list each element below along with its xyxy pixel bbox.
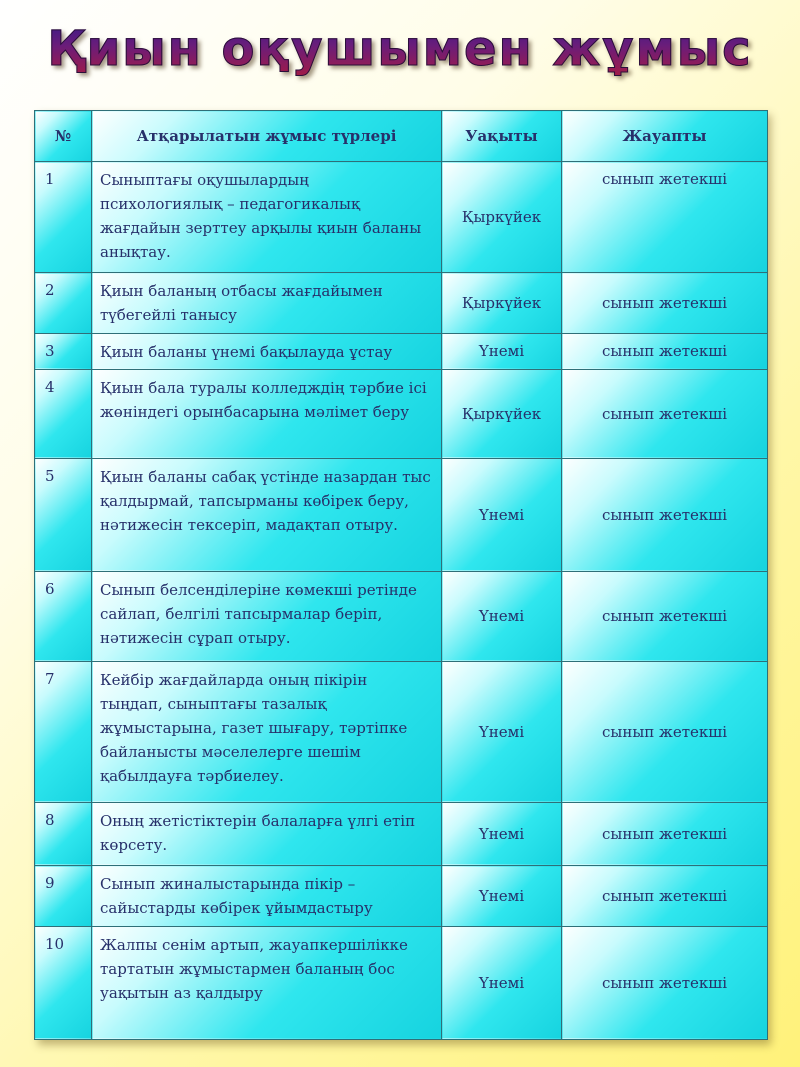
table-row [35, 273, 768, 334]
row-time: Қыркүйек [442, 369, 562, 458]
row-time: Қыркүйек [442, 273, 562, 334]
row-work: Сынып жиналыстарында пікір – сайыстарды көбірек ұйымдастыру [92, 866, 442, 927]
row-work: Сынып белсенділеріне көмекші ретінде сайлап, белгілі тапсырмалар беріп, нәтижесін сұрап отыру. [92, 571, 442, 661]
row-number: 8 [35, 802, 92, 866]
row-time: Үнемі [442, 458, 562, 571]
work-plan-table [34, 110, 768, 1040]
row-responsible: сынып жетекші [562, 802, 768, 866]
table-row [35, 162, 768, 273]
work-plan-table-container [34, 110, 767, 1040]
row-responsible: сынып жетекші [562, 333, 768, 369]
row-work: Оның жетістіктерін балаларға үлгі етіп көрсету. [92, 802, 442, 866]
row-responsible: сынып жетекші [562, 162, 768, 273]
row-time: Үнемі [442, 926, 562, 1039]
header-work-types: Атқарылатын жұмыс түрлері [92, 111, 442, 162]
table-row [35, 571, 768, 661]
row-work: Қиын баланың отбасы жағдайымен түбегейлі танысу [92, 273, 442, 334]
row-number: 3 [35, 333, 92, 369]
row-number: 7 [35, 661, 92, 802]
row-time: Үнемі [442, 866, 562, 927]
header-time: Уақыты [442, 111, 562, 162]
row-responsible: сынып жетекші [562, 661, 768, 802]
row-number: 9 [35, 866, 92, 927]
table-row [35, 333, 768, 369]
row-number: 6 [35, 571, 92, 661]
header-number: № [35, 111, 92, 162]
row-time: Қыркүйек [442, 162, 562, 273]
row-responsible: сынып жетекші [562, 458, 768, 571]
table-row [35, 369, 768, 458]
row-responsible: сынып жетекші [562, 369, 768, 458]
row-work: Сыныптағы оқушылардың психологиялық – педагогикалық жағдайын зерттеу арқылы қиын баланы анықтау. [92, 162, 442, 273]
page-title: Қиын оқушымен жұмыс [0, 14, 800, 84]
row-number: 10 [35, 926, 92, 1039]
header-responsible: Жауапты [562, 111, 768, 162]
row-responsible: сынып жетекші [562, 866, 768, 927]
row-work: Кейбір жағдайларда оның пікірін тыңдап, сыныптағы тазалық жұмыстарына, газет шығару, тәртіпке байланысты мәселелерге шешім қабылдауға тәрбиелеу. [92, 661, 442, 802]
table-row [35, 802, 768, 866]
row-work: Қиын бала туралы колледждің тәрбие ісі жөніндегі орынбасарына мәлімет беру [92, 369, 442, 458]
row-number: 1 [35, 162, 92, 273]
row-time: Үнемі [442, 333, 562, 369]
table-row [35, 866, 768, 927]
row-responsible: сынып жетекші [562, 926, 768, 1039]
row-work: Жалпы сенім артып, жауапкершілікке тартатын жұмыстармен баланың бос уақытын аз қалдыру [92, 926, 442, 1039]
row-time: Үнемі [442, 802, 562, 866]
row-responsible: сынып жетекші [562, 571, 768, 661]
table-row [35, 458, 768, 571]
row-work: Қиын баланы сабақ үстінде назардан тыс қалдырмай, тапсырманы көбірек беру, нәтижесін тексеріп, мадақтап отыру. [92, 458, 442, 571]
row-number: 5 [35, 458, 92, 571]
row-time: Үнемі [442, 661, 562, 802]
row-responsible: сынып жетекші [562, 273, 768, 334]
table-row [35, 926, 768, 1039]
row-number: 2 [35, 273, 92, 334]
table-row [35, 661, 768, 802]
table-header-row [35, 111, 768, 162]
row-work: Қиын баланы үнемі бақылауда ұстау [92, 333, 442, 369]
row-time: Үнемі [442, 571, 562, 661]
row-number: 4 [35, 369, 92, 458]
